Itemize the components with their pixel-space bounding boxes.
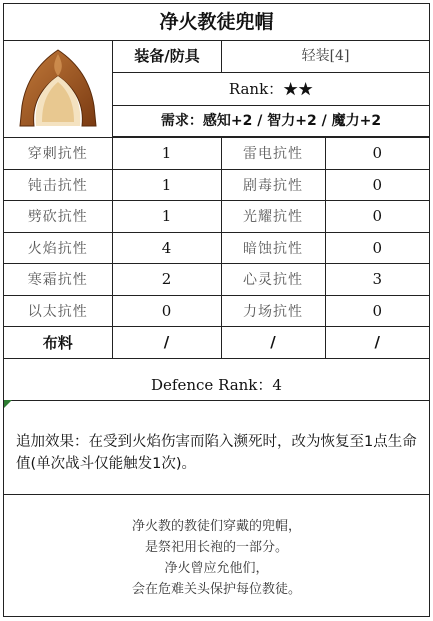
stat-label: 穿刺抗性 [4, 138, 112, 170]
stat-label: 力场抗性 [221, 295, 325, 327]
table-row [4, 169, 429, 201]
table-row [4, 138, 429, 170]
hood-icon [18, 46, 98, 130]
type-value: 轻装[4] [301, 48, 350, 64]
stat-label: 剧毒抗性 [221, 169, 325, 201]
table-row [4, 295, 429, 327]
type-label: 装备/防具 [113, 40, 222, 72]
flavor-line: 会在危难关头保护每位教徒。 [131, 582, 301, 597]
stat-value: 2 [112, 264, 221, 296]
stat-value: 0 [325, 201, 429, 233]
stat-value: 0 [112, 295, 221, 327]
item-card [3, 3, 430, 617]
stat-value: 0 [325, 169, 429, 201]
material-row [4, 327, 429, 359]
material-label: 布料 [4, 327, 112, 359]
material-cell: / [112, 327, 221, 359]
defence-rank: Defence Rank：4 [4, 370, 429, 401]
stat-value: 1 [112, 169, 221, 201]
stat-label: 以太抗性 [4, 295, 112, 327]
table-row [4, 201, 429, 233]
material-cell: / [221, 327, 325, 359]
flavor-text [4, 496, 429, 616]
item-icon-cell [4, 40, 113, 138]
stat-label: 暗蚀抗性 [221, 232, 325, 264]
material-cell: / [325, 327, 429, 359]
effect-text: 追加效果：在受到火焰伤害而陷入濒死时，改为恢复至1点生命值(单次战斗仅能触发1次)。 [4, 401, 429, 495]
flavor-line: 净火曾应允他们， [164, 561, 269, 576]
stat-label: 心灵抗性 [221, 264, 325, 296]
resistance-table [4, 137, 429, 359]
stat-value: 0 [325, 232, 429, 264]
stat-label: 火焰抗性 [4, 232, 112, 264]
stat-label: 劈砍抗性 [4, 201, 112, 233]
stat-value: 1 [112, 138, 221, 170]
stat-value: 3 [325, 264, 429, 296]
stat-label: 寒霜抗性 [4, 264, 112, 296]
stat-value: 4 [112, 232, 221, 264]
stat-label: 雷电抗性 [221, 138, 325, 170]
stat-value: 1 [112, 201, 221, 233]
table-row [4, 232, 429, 264]
stat-value: 0 [325, 138, 429, 170]
flavor-line: 是祭祀用长袍的一部分。 [144, 540, 288, 555]
table-row [4, 264, 429, 296]
stat-value: 0 [325, 295, 429, 327]
rank-row: Rank：★★ [113, 73, 429, 106]
item-title: 净火教徒兜帽 [4, 4, 429, 41]
stat-label: 光耀抗性 [221, 201, 325, 233]
flavor-line: 净火教的教徒们穿戴的兜帽， [131, 519, 301, 534]
type-row [113, 40, 429, 73]
requirements-row: 需求：感知+2 / 智力+2 / 魔力+2 [113, 106, 429, 137]
stat-label: 钝击抗性 [4, 169, 112, 201]
